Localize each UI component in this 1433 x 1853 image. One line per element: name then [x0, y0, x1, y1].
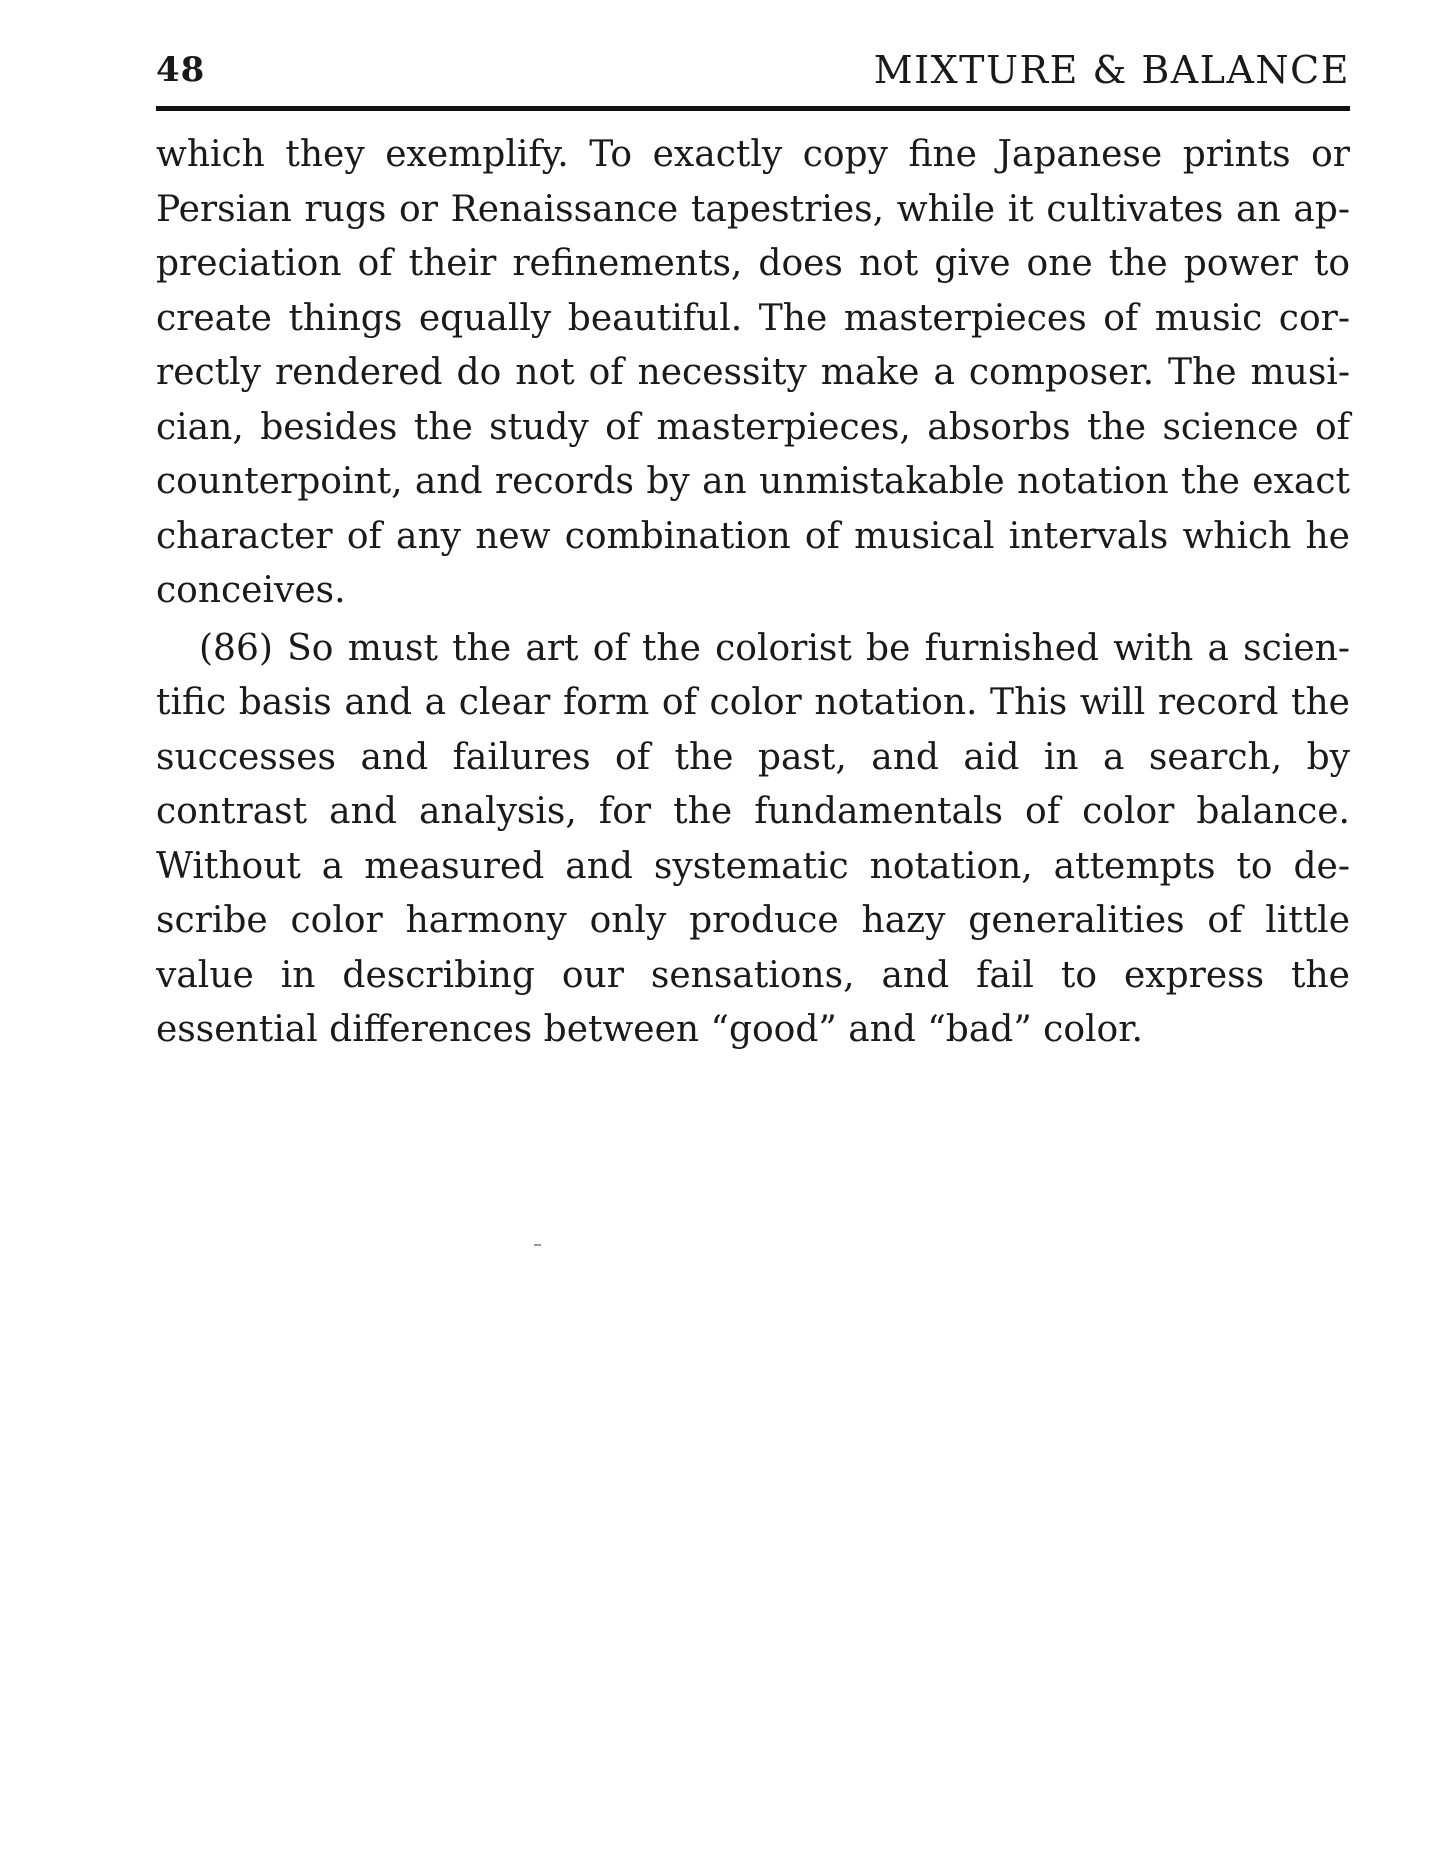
running-title: MIXTURE & BALANCE: [873, 48, 1350, 92]
running-head: [156, 44, 1350, 96]
paragraph-86: (86) So must the art of the colorist be furnished with a scientific basis and a clear form of color notation. This will record the successes and failures of the past, and aid in a search, by contrast and analysis, for the fundamentals of color balance. Without a measured and systematic notation, attempts to describe color harmony only produce hazy generalities of little value in describing our sensations, and fail to express the essential differences between “good” and “bad” color.: [156, 627, 1350, 1050]
header-rule: [156, 106, 1350, 111]
page-number: 48: [156, 50, 206, 90]
body-text: [156, 128, 1350, 1058]
print-speck: [534, 1244, 541, 1246]
paragraph-continued: which they exemplify. To exactly copy fine Japanese prints or Persian rugs or Renaissance tapestries, while it cultivates an appreciation of their refinements, does not give one the power to create things equally beautiful. The masterpieces of music correctly rendered do not of necessity make a composer. The musician, besides the study of masterpieces, absorbs the science of counterpoint, and records by an unmistakable notation the exact character of any new combination of musical intervals which he conceives.: [156, 134, 1350, 611]
